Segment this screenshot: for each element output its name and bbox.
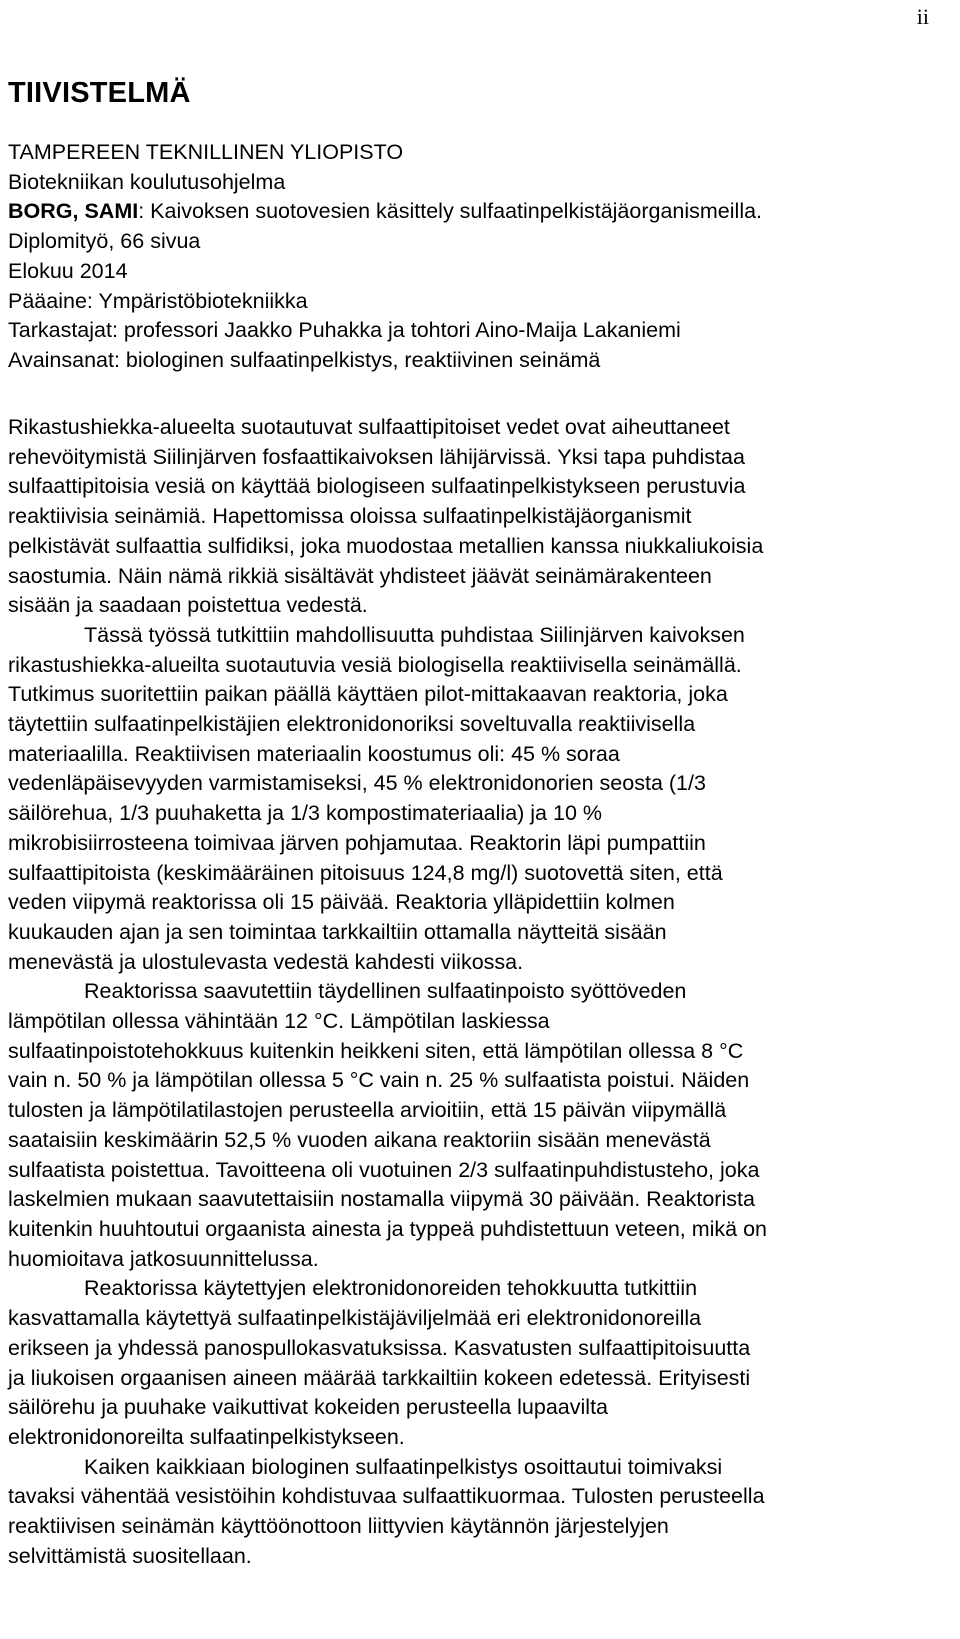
abstract-paragraph [8,621,960,977]
paragraph-line: mikrobisiirrosteena toimivaa järven pohjamutaa. Reaktorin läpi pumpattiin [8,830,706,855]
paragraph-line: materiaalilla. Reaktiivisen materiaalin koostumus oli: 45 % soraa [8,741,620,766]
paragraph-line: sulfaatinpoistotehokkuus kuitenkin heikkeni siten, että lämpötilan ollessa 8 °C [8,1038,744,1063]
paragraph-line: ja liukoisen orgaanisen aineen määrää tarkkailtiin kokeen edetessä. Erityisesti [8,1365,751,1390]
abstract-body [8,413,960,1571]
paragraph-line: sulfaattipitoista (keskimääräinen pitoisuus 124,8 mg/l) suotovettä siten, että [8,860,723,885]
paragraph-line: Tässä työssä tutkittiin mahdollisuutta puhdistaa Siilinjärven kaivoksen [84,622,745,647]
paragraph-line: Kaiken kaikkiaan biologinen sulfaatinpelkistys osoittautui toimivaksi [84,1454,723,1479]
page-title: TIIVISTELMÄ [8,77,191,109]
paragraph-line: pelkistävät sulfaattia sulfidiksi, joka muodostaa metallien kanssa niukkaliukoisia [8,533,764,558]
paragraph-line: selvittämistä suositellaan. [8,1543,252,1568]
paragraph-line: kuitenkin huuhtoutui orgaanista ainesta ja typpeä puhdistettuun veteen, mikä on [8,1216,767,1241]
paragraph-line: saostumia. Näin nämä rikkiä sisältävät yhdisteet jäävät seinämärakenteen [8,563,712,588]
university-name: TAMPEREEN TEKNILLINEN YLIOPISTO [8,140,404,164]
paragraph-line: Rikastushiekka-alueelta suotautuvat sulfaattipitoiset vedet ovat aiheuttaneet [8,415,730,439]
paragraph-line: kasvattamalla käytettyä sulfaatinpelkistäjäviljelmää eri elektronidonoreilla [8,1306,702,1331]
paragraph-line: säilörehu ja puuhake vaikuttivat kokeiden perusteella lupaavilta [8,1395,608,1420]
paragraph-line: menevästä ja ulostulevasta vedestä kahdesti viikossa. [8,949,524,974]
thesis-date: Elokuu 2014 [8,258,128,283]
thesis-metadata [8,138,762,376]
paragraph-line: säilörehua, 1/3 puuhaketta ja 1/3 kompostimateriaalia) ja 10 % [8,801,602,826]
author-name: BORG, SAMI [8,199,139,224]
paragraph-line: huomioitava jatkosuunnittelussa. [8,1246,319,1271]
paragraph-line: tulosten ja lämpötilatilastojen perusteella arvioitiin, että 15 päivän viipymällä [8,1098,727,1123]
paragraph-line: reaktiivisen seinämän käyttöönottoon liittyvien käytännön järjestelyjen [8,1514,669,1539]
paragraph-line: kuukauden ajan ja sen toimintaa tarkkailtiin ottamalla näytteitä sisään [8,919,667,944]
paragraph-line: rikastushiekka-alueilta suotautuvia vesiä biologisella reaktiivisella seinämällä. [8,652,742,677]
paragraph-line: elektronidonoreilta sulfaatinpelkistykseen. [8,1424,405,1449]
page-number: ii [916,4,929,29]
examiners: Tarkastajat: professori Jaakko Puhakka ja tohtori Aino-Maija Lakaniemi [8,318,681,343]
paragraph-line: veden viipymä reaktorissa oli 15 päivää. Reaktoria ylläpidettiin kolmen [8,890,675,915]
paragraph-line: saataisiin keskimäärin 52,5 % vuoden aikana reaktoriin sisään menevästä [8,1127,711,1152]
paragraph-line: vedenläpäisevyyden varmistamiseksi, 45 % elektronidonorien seosta (1/3 [8,771,706,796]
paragraph-line: rehevöitymistä Siilinjärven fosfaattikaivoksen lähijärvissä. Yksi tapa puhdistaa [8,444,745,469]
paragraph-line: lämpötilan ollessa vähintään 12 °C. Lämpötilan laskiessa [8,1009,550,1034]
paragraph-line: sulfaatista poistettua. Tavoitteena oli vuotuinen 2/3 sulfaatinpuhdistusteho, joka [8,1157,760,1182]
paragraph-line: vain n. 50 % ja lämpötilan ollessa 5 °C vain n. 25 % sulfaatista poistui. Näiden [8,1068,750,1093]
author-title-line [8,197,762,227]
paragraph-line: sulfaattipitoisia vesiä on käyttää biologiseen sulfaatinpelkistykseen perustuvia [8,474,746,499]
paragraph-line: täytettiin sulfaatinpelkistäjien elektronidonoriksi soveltuvalla reaktiivisella [8,712,696,737]
abstract-paragraph [8,1453,960,1572]
paragraph-line: Reaktorissa saavutettiin täydellinen sulfaatinpoisto syöttöveden [84,979,687,1004]
paragraph-line: sisään ja saadaan poistettua vedestä. [8,593,368,618]
major-subject: Pääaine: Ympäristöbiotekniikka [8,288,308,313]
abstract-paragraph [8,413,960,621]
paragraph-line: laskelmien mukaan saavutettaisiin nostamalla viipymä 30 päivään. Reaktorista [8,1187,755,1212]
thesis-info: Diplomityö, 66 sivua [8,229,201,254]
degree-programme: Biotekniikan koulutusohjelma [8,169,286,194]
paragraph-line: Reaktorissa käytettyjen elektronidonoreiden tehokkuutta tutkittiin [84,1276,698,1301]
paragraph-line: tavaksi vähentää vesistöihin kohdistuvaa sulfaattikuormaa. Tulosten perusteella [8,1484,765,1509]
thesis-title: : Kaivoksen suotovesien käsittely sulfaatinpelkistäjäorganismeilla. [138,199,763,224]
abstract-paragraph [8,977,960,1274]
paragraph-line: erikseen ja yhdessä panospullokasvatuksissa. Kasvatusten sulfaattipitoisuutta [8,1335,751,1360]
paragraph-line: reaktiivisia seinämiä. Hapettomissa oloissa sulfaatinpelkistäjäorganismit [8,504,692,529]
paragraph-line: Tutkimus suoritettiin paikan päällä käyttäen pilot-mittakaavan reaktoria, joka [8,682,728,707]
abstract-paragraph [8,1274,960,1452]
keywords: Avainsanat: biologinen sulfaatinpelkistys, reaktiivinen seinämä [8,347,601,372]
